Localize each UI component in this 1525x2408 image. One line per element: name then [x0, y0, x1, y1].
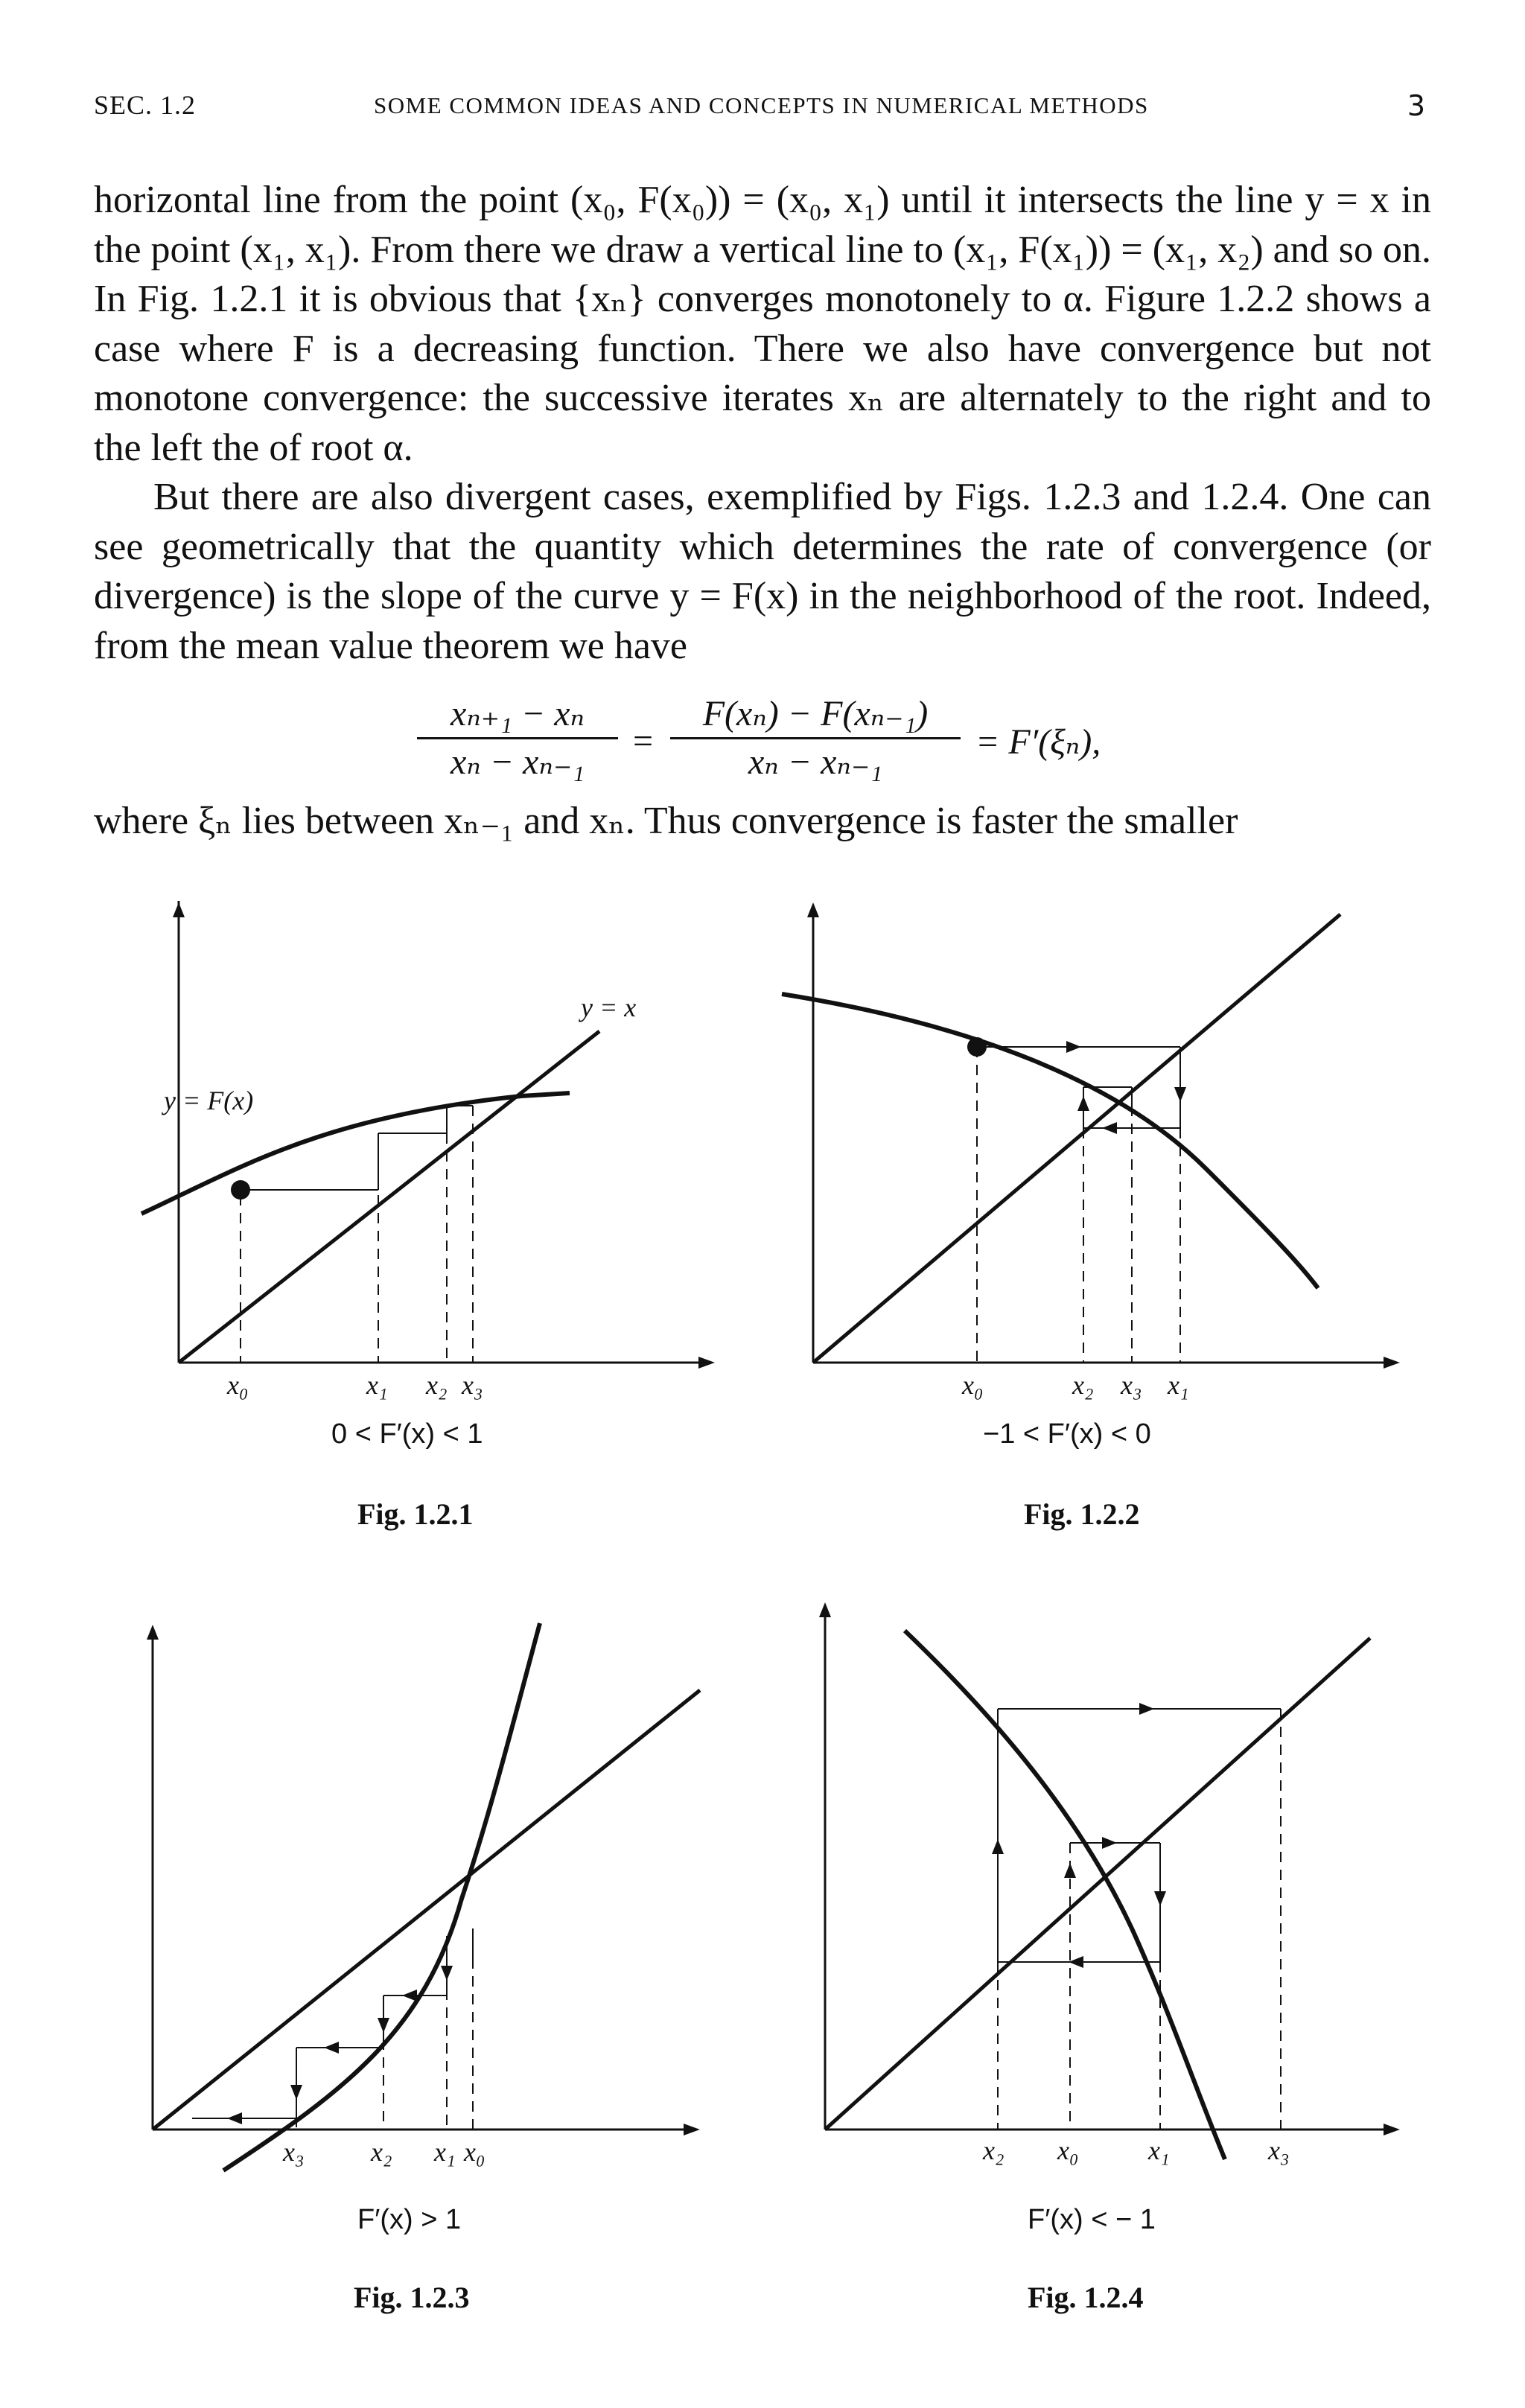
figure-condition: −1 < F′(x) < 0	[983, 1418, 1151, 1450]
tick-label: x₃	[1268, 2135, 1290, 2165]
figure-1-2-3	[134, 1616, 730, 2314]
tick-label: x₁	[434, 2137, 456, 2167]
line-label: y = x	[581, 993, 637, 1022]
figure-condition: 0 < F′(x) < 1	[331, 1418, 483, 1450]
tick-label: x₃	[1121, 1370, 1142, 1400]
figure-1-2-1-graph	[134, 901, 730, 1400]
arrow-icon	[1077, 1096, 1089, 1111]
fraction-mid	[670, 692, 961, 783]
tick-label: x₀	[1057, 2135, 1079, 2165]
arrow-icon	[1064, 1863, 1076, 1878]
tick-label: x₁	[1148, 2135, 1170, 2165]
figure-1-2-2-graph	[774, 901, 1415, 1400]
tick-label: x₀	[227, 1370, 249, 1400]
tick-label: x₂	[371, 2137, 392, 2167]
equals-sign: =	[633, 722, 654, 761]
arrow-icon	[324, 2042, 339, 2054]
fraction-lhs-denominator: xₙ − xₙ₋₁	[451, 742, 585, 782]
figure-caption: Fig. 1.2.1	[357, 1497, 474, 1531]
fraction-lhs	[417, 692, 618, 783]
paragraph-1: horizontal line from the point (x₀, F(x₀)) = (x₀, x₁) until it intersects the line y = x in the point (x₁, x₁). From there we draw a vertical line to (x₁, F(x₁)) = (x₁, x₂) and so on. In Fig. 1.2.1 it is obvious that {xₙ} converges monotonely to α. Figure 1.2.2 shows a case where F is a decreasing function. There we also have convergence but not monotone convergence: the successive iterates xₙ are alternately to the right and to the left the of root α.	[94, 179, 1431, 469]
arrow-icon	[1174, 1087, 1186, 1102]
paragraph-3: where ξₙ lies between xₙ₋₁ and xₙ. Thus convergence is faster the smaller	[94, 800, 1238, 842]
fraction-mid-denominator: xₙ − xₙ₋₁	[748, 742, 882, 782]
body-text	[94, 176, 1431, 671]
figure-1-2-4	[804, 1593, 1422, 2314]
chapter-title: SOME COMMON IDEAS AND CONCEPTS IN NUMERICAL METHODS	[374, 92, 1149, 118]
tick-label: x₀	[962, 1370, 984, 1400]
figure-1-2-3-graph	[134, 1616, 730, 2167]
figure-condition: F′(x) < − 1	[1028, 2204, 1156, 2235]
formula-rhs: = F′(ξₙ),	[975, 722, 1101, 762]
arrow-icon	[378, 2018, 389, 2033]
figure-caption: Fig. 1.2.3	[354, 2281, 470, 2314]
page-number: 3	[1407, 89, 1425, 122]
figure-condition: F′(x) > 1	[357, 2204, 462, 2235]
arrow-icon	[441, 1966, 453, 1981]
tick-label: x₁	[1168, 1370, 1189, 1400]
arrow-icon	[227, 2112, 242, 2124]
tick-label: x₂	[1072, 1370, 1094, 1400]
figure-1-2-1	[134, 901, 730, 1531]
fraction-lhs-numerator: xₙ₊₁ − xₙ	[417, 692, 618, 739]
curve-label: y = F(x)	[164, 1086, 254, 1115]
arrow-icon	[1139, 1703, 1154, 1715]
running-header	[94, 89, 1431, 134]
fraction-mid-numerator: F(xₙ) − F(xₙ₋₁)	[670, 692, 961, 739]
tick-label: x₃	[283, 2137, 305, 2167]
arrow-icon	[1102, 1122, 1117, 1134]
tick-label: x₁	[366, 1370, 388, 1400]
arrow-icon	[992, 1839, 1004, 1854]
section-number: SEC. 1.2	[94, 90, 197, 120]
tick-label: x₂	[426, 1370, 448, 1400]
tick-label: x₂	[983, 2135, 1005, 2165]
figure-caption: Fig. 1.2.4	[1028, 2281, 1144, 2314]
arrow-icon	[1066, 1041, 1081, 1053]
tick-label: x₃	[462, 1370, 483, 1400]
arrow-icon	[1102, 1837, 1117, 1849]
figure-caption: Fig. 1.2.2	[1024, 1497, 1140, 1531]
arrow-icon	[290, 2085, 302, 2100]
tick-label: x₀	[464, 2137, 485, 2167]
mean-value-formula	[417, 692, 1236, 789]
figure-1-2-4-graph	[804, 1593, 1422, 2165]
arrow-icon	[1154, 1891, 1166, 1906]
paragraph-2: But there are also divergent cases, exemplified by Figs. 1.2.3 and 1.2.4. One can see geometrically that the quantity which determines the rate of convergence (or divergence) is the slope of the curve y = F(x) in the neighborhood of the root. Indeed, from the mean value theorem we have	[94, 476, 1431, 667]
figure-1-2-2	[774, 901, 1415, 1531]
arrow-icon	[402, 1990, 417, 2001]
